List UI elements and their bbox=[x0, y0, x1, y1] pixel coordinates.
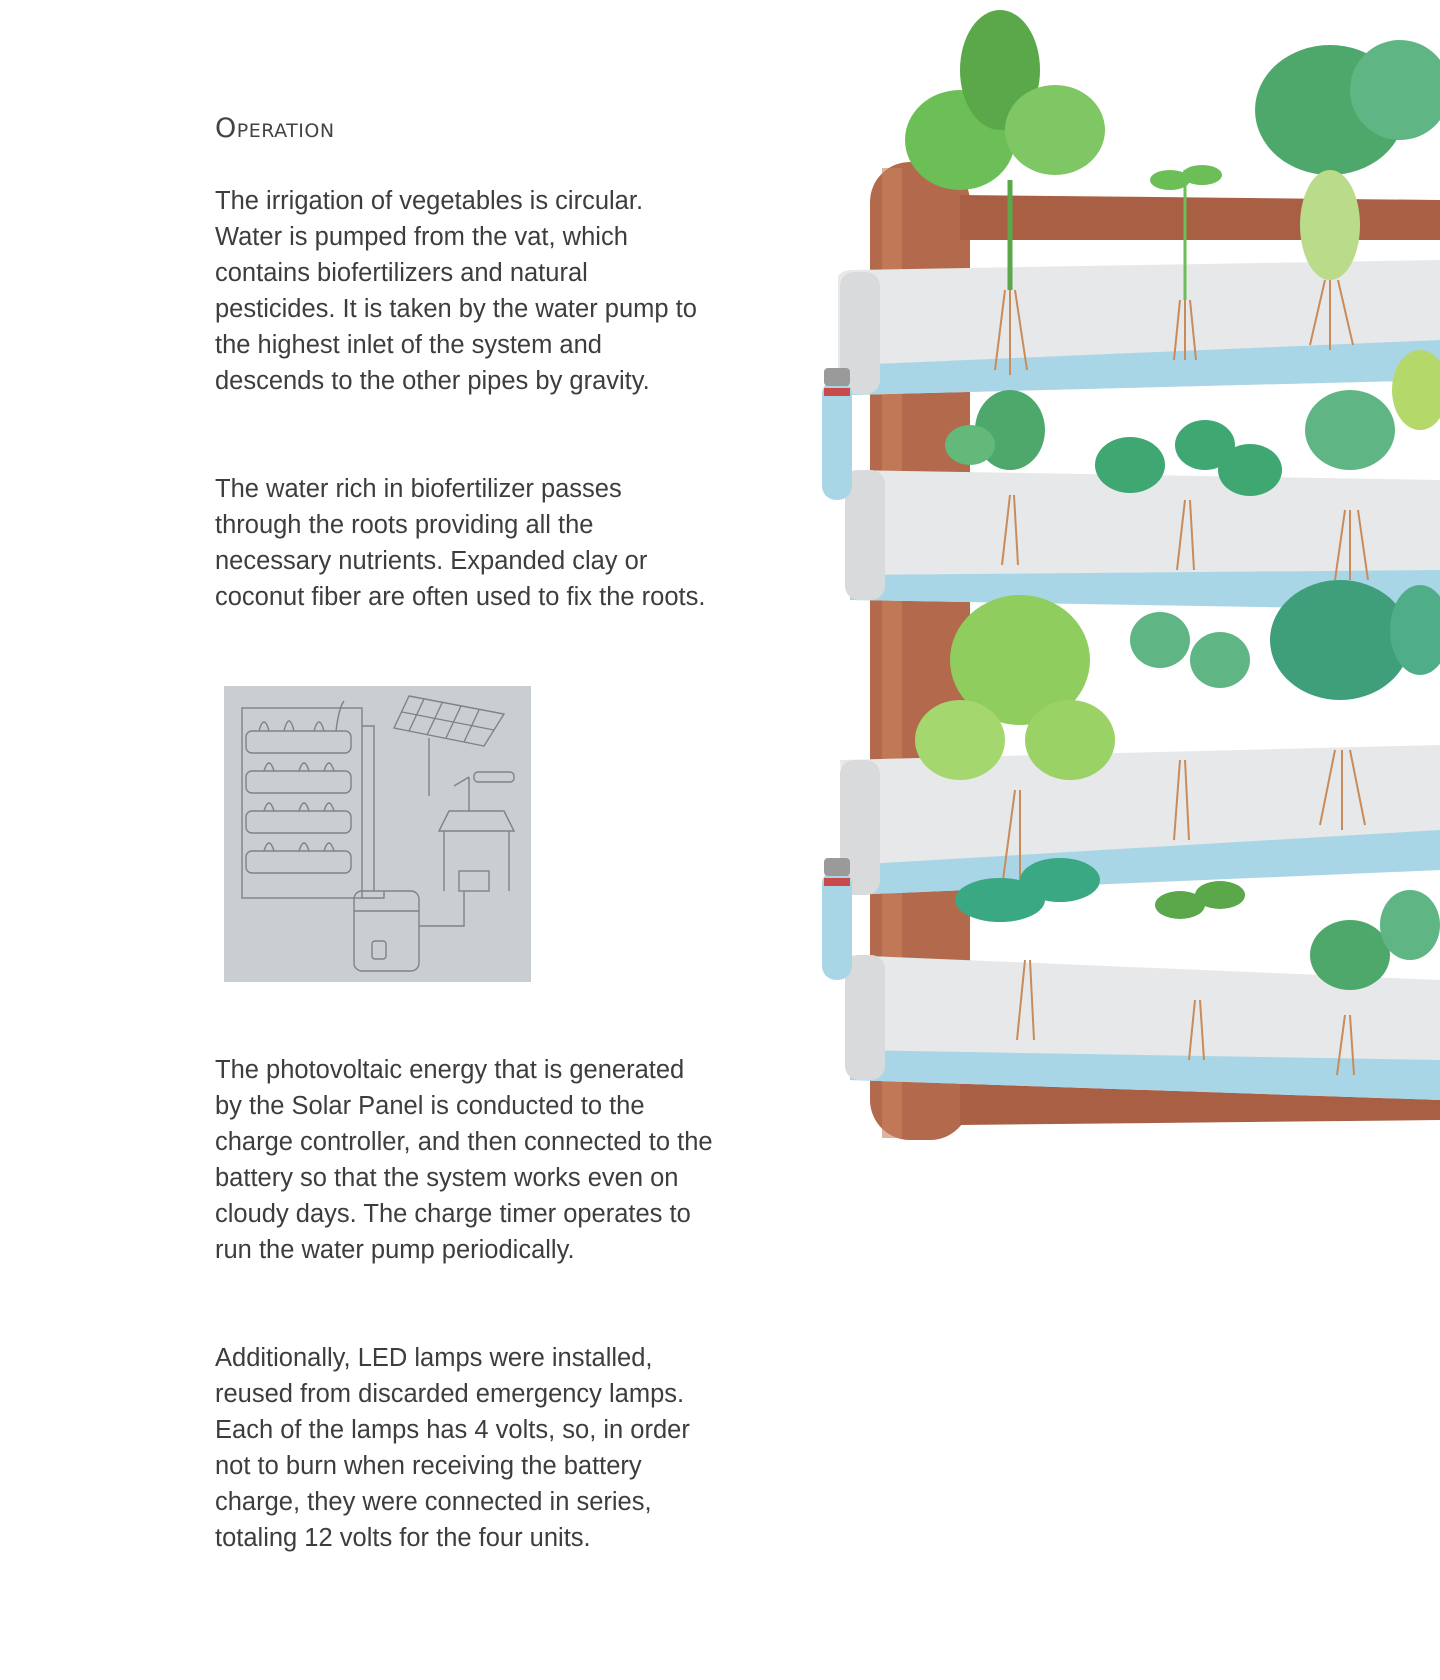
paragraph-led-lamps: Additionally, LED lamps were installed, reused from discarded emergency lamps. Each of the lamps has 4 volts, so, in order not to burn when receiving the battery charge, they were connected in series, totaling 12 volts for the four units. bbox=[215, 1344, 690, 1552]
pipe-connector-lower bbox=[822, 858, 852, 980]
paragraph-irrigation: The irrigation of vegetables is circular. Water is pumped from the vat, which contains biofertilizers and natural pesticides. It is taken by the water pump to the highest inlet of the system and descends to the other pipes by gravity. bbox=[215, 187, 697, 395]
system-sketch-image bbox=[224, 686, 531, 982]
section-heading: Operation bbox=[215, 113, 335, 144]
pipe-connector-upper bbox=[822, 368, 852, 500]
paragraph-roots: The water rich in biofertilizer passes through the roots providing all the necessary nutrients. Expanded clay or coconut fiber are often used to fix the roots. bbox=[215, 475, 706, 611]
hydroponic-tower-illustration bbox=[810, 0, 1440, 1160]
paragraph-photovoltaic: The photovoltaic energy that is generated by the Solar Panel is conducted to the charge controller, and then connected to the battery so that the system works even on cloudy days. The charge timer operates to run the water pump periodically. bbox=[215, 1056, 713, 1264]
